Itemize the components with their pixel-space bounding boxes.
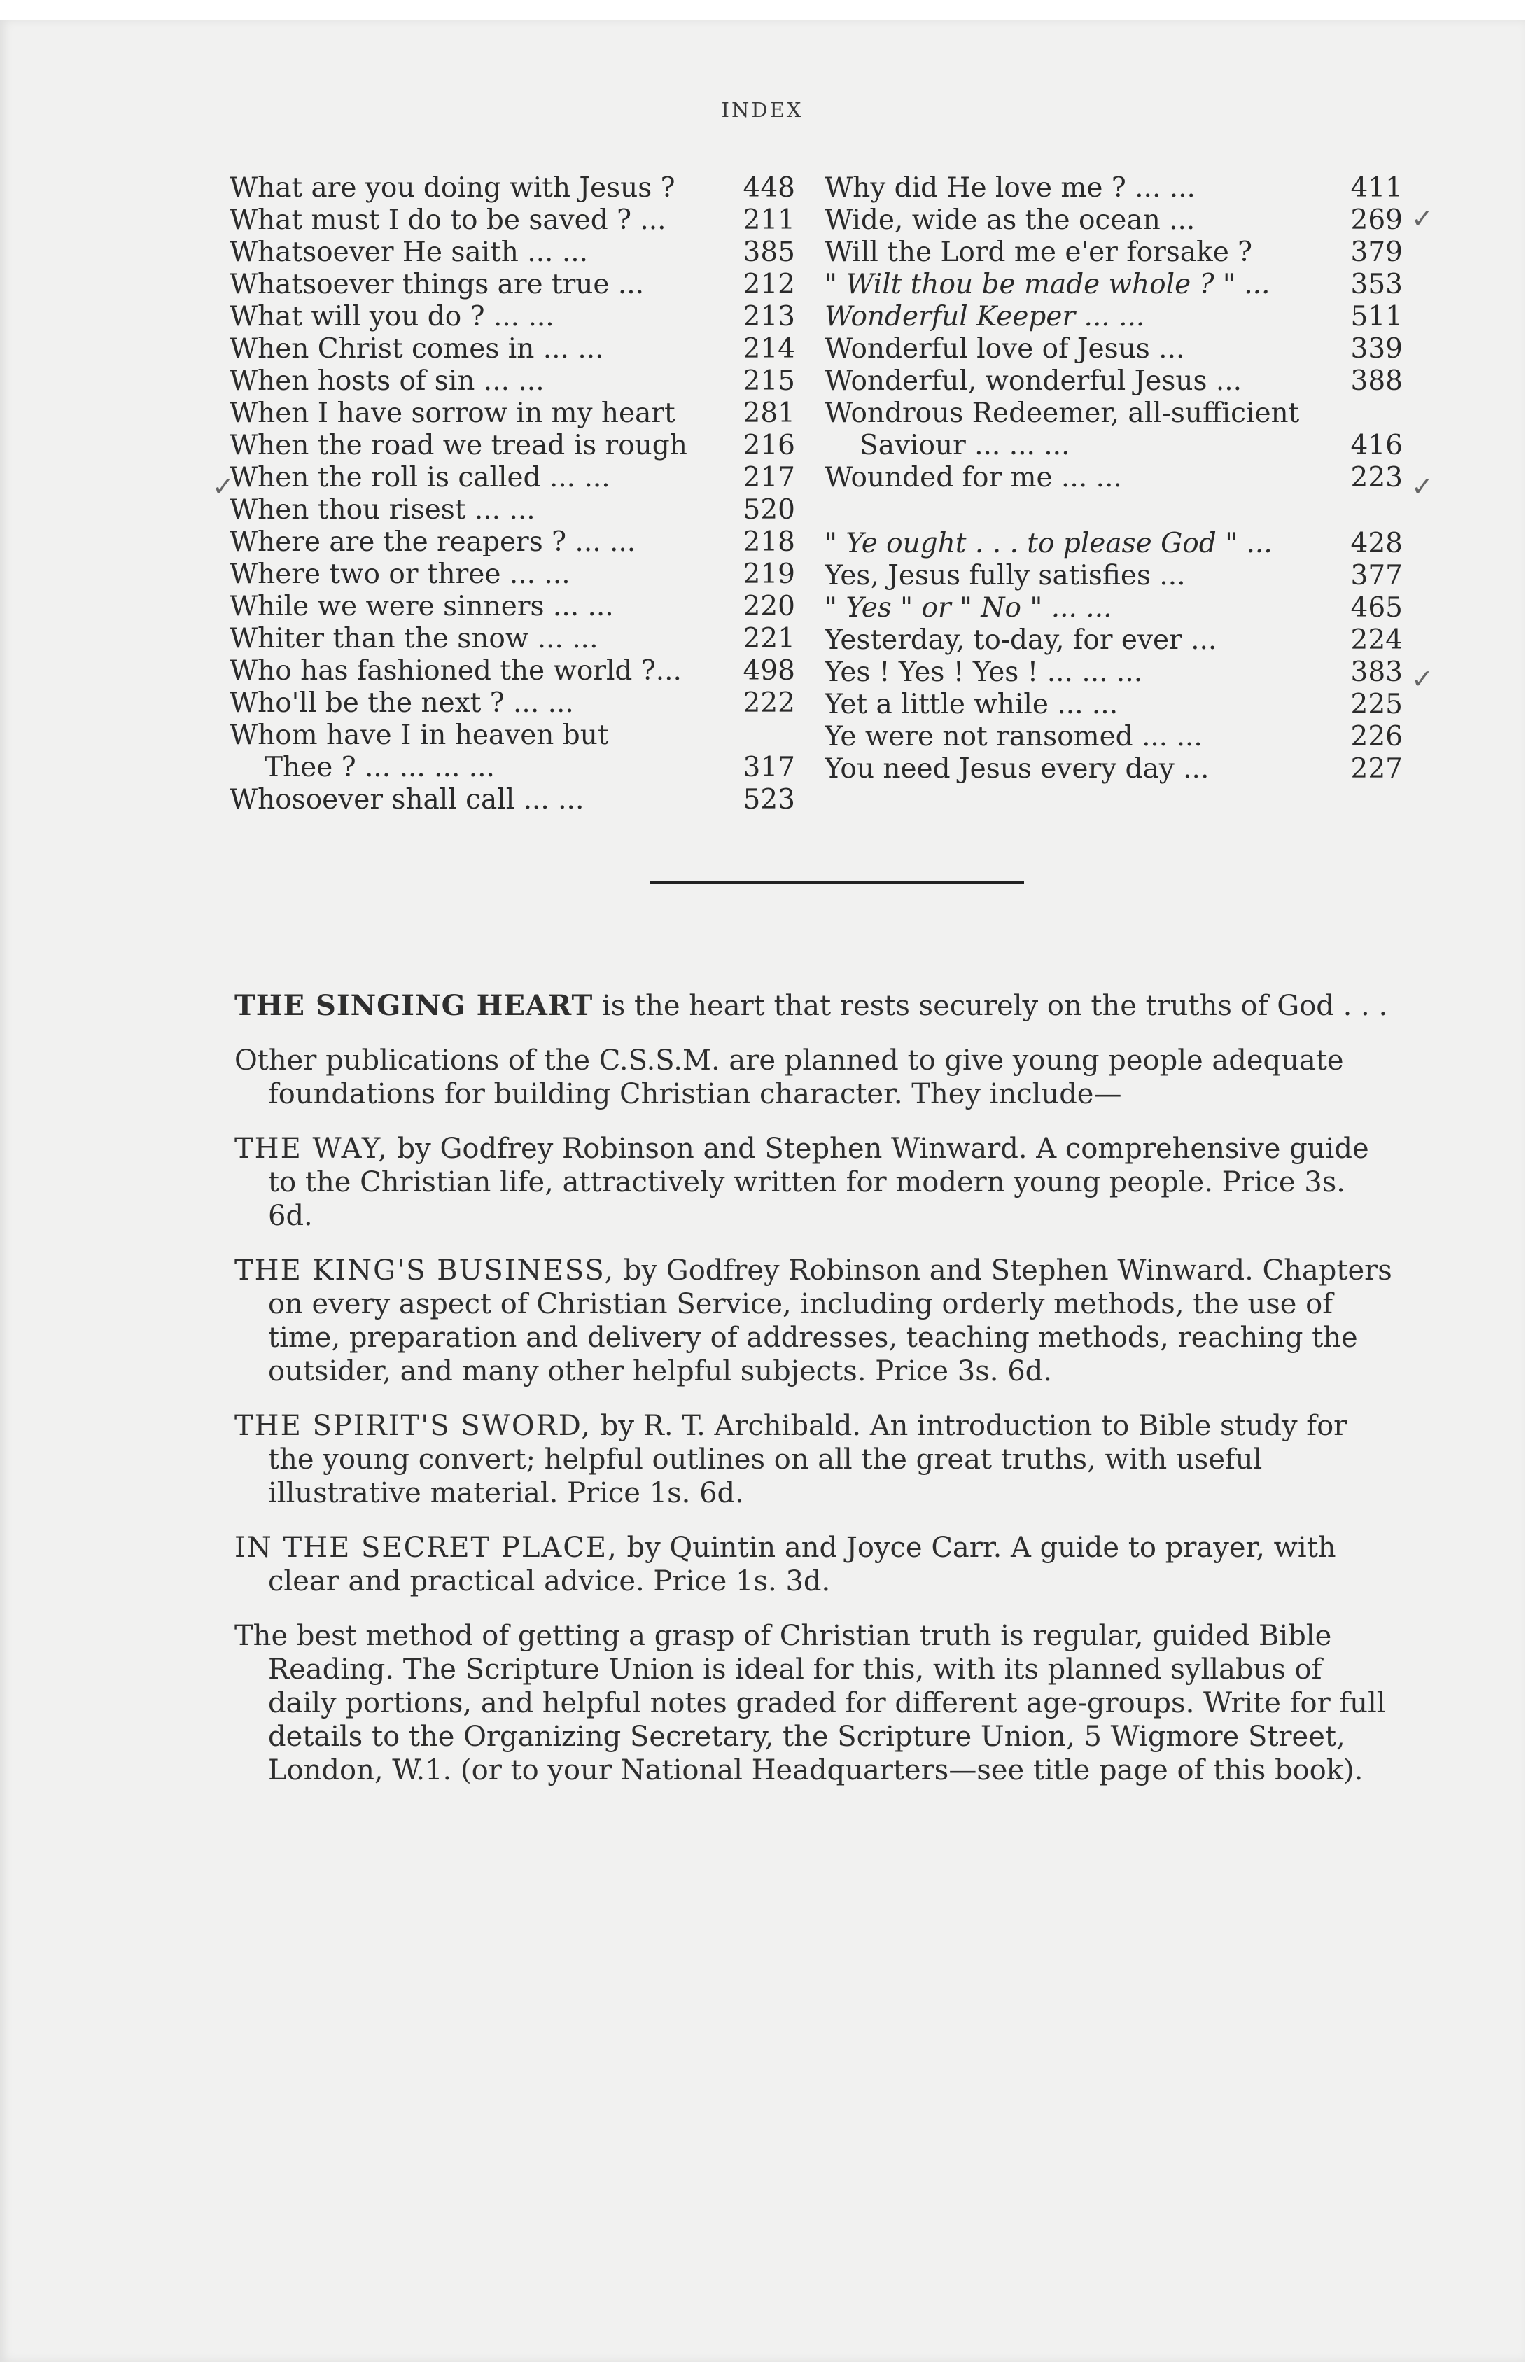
index-entry-title: " Yes " or " No " ... ...	[825, 592, 1112, 624]
index-entry	[825, 560, 1403, 592]
index-entry	[230, 655, 795, 687]
singing-heart-paragraph	[234, 989, 1396, 1023]
index-entry	[825, 624, 1403, 657]
secret-place-title: IN THE SECRET PLACE,	[234, 1532, 618, 1564]
index-entry-page: 383	[1350, 657, 1403, 688]
index-entry-title: Whosoever shall call ... ...	[230, 784, 584, 816]
singing-heart-title: THE SINGING HEART	[234, 989, 594, 1022]
index-entry-page: 416	[1350, 430, 1403, 461]
scripture-union-paragraph: The best method of getting a grasp of Christian truth is regular, guided Bible Reading. The Scripture Union is ideal for this, with its planned syllabus of daily portions, and helpful notes graded for different age-groups. Write for full details to the Organizing Secretary, the Scripture Union, 5 Wigmore Street, London, W.1. (or to your National Headquarters—see title page of this book).	[234, 1620, 1386, 1786]
index-entry-page: 281	[743, 398, 795, 429]
index-entry	[230, 591, 795, 623]
pencil-check-mark-icon: ✓	[212, 471, 234, 502]
index-entry	[825, 172, 1403, 204]
index-entry-page: 214	[743, 333, 795, 365]
index-entry-title: Yesterday, to-day, for ever ...	[825, 624, 1217, 656]
index-entry	[825, 237, 1403, 269]
index-entry-title: Whatsoever He saith ... ...	[230, 237, 589, 268]
index-entry-page: 226	[1350, 721, 1403, 752]
index-entry-title: When Christ comes in ... ...	[230, 333, 604, 365]
index-entry	[230, 720, 795, 752]
index-entry-title: Wonderful Keeper ... ...	[825, 301, 1145, 332]
index-entry-page: 215	[743, 365, 795, 397]
index-entry	[230, 204, 795, 237]
index-spacer	[825, 494, 1403, 528]
index-entry-page: 224	[1350, 624, 1403, 656]
index-entry-title: Wide, wide as the ocean ...	[825, 204, 1196, 236]
index-entry	[230, 784, 795, 816]
index-entry	[230, 398, 795, 430]
index-entry-title: Yes, Jesus fully satisfies ...	[825, 560, 1186, 592]
index-entry-title: Wounded for me ... ...	[825, 462, 1122, 493]
index-column-right	[825, 172, 1403, 785]
index-entry-title: Whatsoever things are true ...	[230, 269, 645, 300]
index-entry-title: Saviour ... ... ...	[860, 430, 1070, 461]
secret-place-paragraph	[234, 1531, 1396, 1598]
publications-notice	[234, 989, 1396, 1808]
index-entry-page: 511	[1350, 301, 1403, 332]
index-entry-title: " Wilt thou be made whole ? " ...	[825, 269, 1270, 300]
index-entry-page: 498	[743, 655, 795, 687]
index-entry-page: 317	[743, 752, 795, 783]
index-entry-title: When the roll is called ... ...	[230, 462, 610, 493]
index-entry	[825, 528, 1403, 560]
index-entry	[825, 333, 1403, 365]
index-entry-page: 385	[743, 237, 795, 268]
index-entry	[230, 559, 795, 591]
index-entry-title: Whom have I in heaven but	[230, 720, 609, 751]
index-entry-page: 448	[743, 172, 795, 204]
pencil-check-mark-icon: ✓	[1411, 664, 1434, 694]
index-entry-title: Yes ! Yes ! Yes ! ... ... ...	[825, 657, 1143, 688]
spirits-sword-text: by R. T. Archibald. An introduction to Bible study for the young convert; helpful outlines on all the great truths, with useful illustrative material. Price 1s. 6d.	[268, 1410, 1348, 1509]
index-entry-title: When the road we tread is rough	[230, 430, 687, 461]
index-entry-page: 219	[743, 559, 795, 590]
index-entry-title: When I have sorrow in my heart	[230, 398, 676, 429]
index-entry	[825, 430, 1403, 462]
index-entry-page: 222	[743, 687, 795, 719]
index-entry	[825, 269, 1403, 301]
index-entry-page: 211	[743, 204, 795, 236]
index-entry	[230, 333, 795, 365]
index-entry	[825, 592, 1403, 624]
kings-business-title: THE KING'S BUSINESS,	[234, 1254, 615, 1287]
kings-business-text: by Godfrey Robinson and Stephen Winward. Chapters on every aspect of Christian Service, including orderly methods, the use of time, preparation and delivery of addresses, teaching methods, reaching the outsider, and many other helpful subjects. Price 3s. 6d.	[268, 1254, 1392, 1387]
index-entry-title: You need Jesus every day ...	[825, 753, 1210, 785]
index-entry-page: 523	[743, 784, 795, 816]
index-entry	[230, 752, 795, 784]
index-entry	[230, 462, 795, 494]
index-entry-page: 218	[743, 526, 795, 558]
index-entry-title: What are you doing with Jesus ?	[230, 172, 676, 204]
index-entry-page: 220	[743, 591, 795, 622]
index-entry-page: 216	[743, 430, 795, 461]
index-entry-page: 411	[1350, 172, 1403, 204]
index-entry	[230, 237, 795, 269]
index-entry-page: 520	[743, 494, 795, 526]
index-entry	[230, 172, 795, 204]
pencil-check-mark-icon: ✓	[1411, 203, 1434, 234]
index-entry	[230, 301, 795, 333]
index-column-left	[230, 172, 795, 816]
index-entry	[825, 721, 1403, 753]
index-entry	[230, 430, 795, 462]
the-way-paragraph	[234, 1132, 1396, 1233]
index-entry-page: 225	[1350, 689, 1403, 720]
index-entry-title: Whiter than the snow ... ...	[230, 623, 598, 654]
section-divider	[650, 881, 1024, 884]
index-entry	[230, 365, 795, 398]
index-entry-page: 465	[1350, 592, 1403, 624]
index-entry-page: 221	[743, 623, 795, 654]
spirits-sword-title: THE SPIRIT'S SWORD,	[234, 1410, 592, 1442]
index-entry-title: While we were sinners ... ...	[230, 591, 614, 622]
index-entry-page: 217	[743, 462, 795, 493]
index-entry	[825, 689, 1403, 721]
index-entry-title: Wonderful love of Jesus ...	[825, 333, 1185, 365]
index-entry-page: 213	[743, 301, 795, 332]
index-entry	[230, 623, 795, 655]
index-entry-page: 269	[1350, 204, 1403, 236]
index-entry	[825, 204, 1403, 237]
index-entry-page: 227	[1350, 753, 1403, 785]
index-entry-page: 379	[1350, 237, 1403, 268]
index-entry	[825, 753, 1403, 785]
index-entry-title: What will you do ? ... ...	[230, 301, 554, 332]
index-entry-title: Why did He love me ? ... ...	[825, 172, 1196, 204]
kings-business-paragraph	[234, 1254, 1396, 1388]
index-entry-title: Ye were not ransomed ... ...	[825, 721, 1203, 752]
index-entry-title: Yet a little while ... ...	[825, 689, 1119, 720]
book-page	[0, 20, 1525, 2362]
index-entry-title: " Ye ought . . . to please God " ...	[825, 528, 1273, 559]
index-entry	[825, 398, 1403, 430]
index-entry-page: 388	[1350, 365, 1403, 397]
index-entry	[825, 365, 1403, 398]
index-entry	[230, 269, 795, 301]
index-entry	[230, 494, 795, 526]
the-way-title: THE WAY,	[234, 1133, 388, 1165]
spirits-sword-paragraph	[234, 1409, 1396, 1510]
index-entry-page: 428	[1350, 528, 1403, 559]
the-way-text: by Godfrey Robinson and Stephen Winward. A comprehensive guide to the Christian life, attractively written for modern young people. Price 3s. 6d.	[268, 1133, 1369, 1232]
index-entry-page: 377	[1350, 560, 1403, 592]
index-entry-title: Who'll be the next ? ... ...	[230, 687, 574, 719]
secret-place-text: by Quintin and Joyce Carr. A guide to prayer, with clear and practical advice. Price 1s. 3d.	[268, 1532, 1336, 1597]
index-entry-title: Who has fashioned the world ?...	[230, 655, 682, 687]
index-entry-page: 223	[1350, 462, 1403, 493]
index-entry-title: Where are the reapers ? ... ...	[230, 526, 636, 558]
index-entry-page: 353	[1350, 269, 1403, 300]
index-entry	[825, 657, 1403, 689]
index-entry	[230, 526, 795, 559]
page-heading: INDEX	[721, 98, 804, 122]
index-entry	[230, 687, 795, 720]
index-entry-title: Where two or three ... ...	[230, 559, 570, 590]
index-entry-page: 339	[1350, 333, 1403, 365]
index-entry-title: Thee ? ... ... ... ...	[265, 752, 495, 783]
index-entry-title: Wonderful, wonderful Jesus ...	[825, 365, 1242, 397]
index-entry	[825, 462, 1403, 494]
index-entry-title: Wondrous Redeemer, all-sufficient	[825, 398, 1300, 429]
singing-heart-text: is the heart that rests securely on the truths of God . . .	[593, 990, 1388, 1022]
index-entry-title: When thou risest ... ...	[230, 494, 536, 526]
other-publications-paragraph: Other publications of the C.S.S.M. are planned to give young people adequate foundations for building Christian character. They include—	[234, 1044, 1344, 1110]
index-entry-title: What must I do to be saved ? ...	[230, 204, 666, 236]
index-entry-title: Will the Lord me e'er forsake ?	[825, 237, 1253, 268]
index-entry-title: When hosts of sin ... ...	[230, 365, 545, 397]
index-entry	[825, 301, 1403, 333]
index-entry-page: 212	[743, 269, 795, 300]
pencil-check-mark-icon: ✓	[1411, 471, 1434, 502]
